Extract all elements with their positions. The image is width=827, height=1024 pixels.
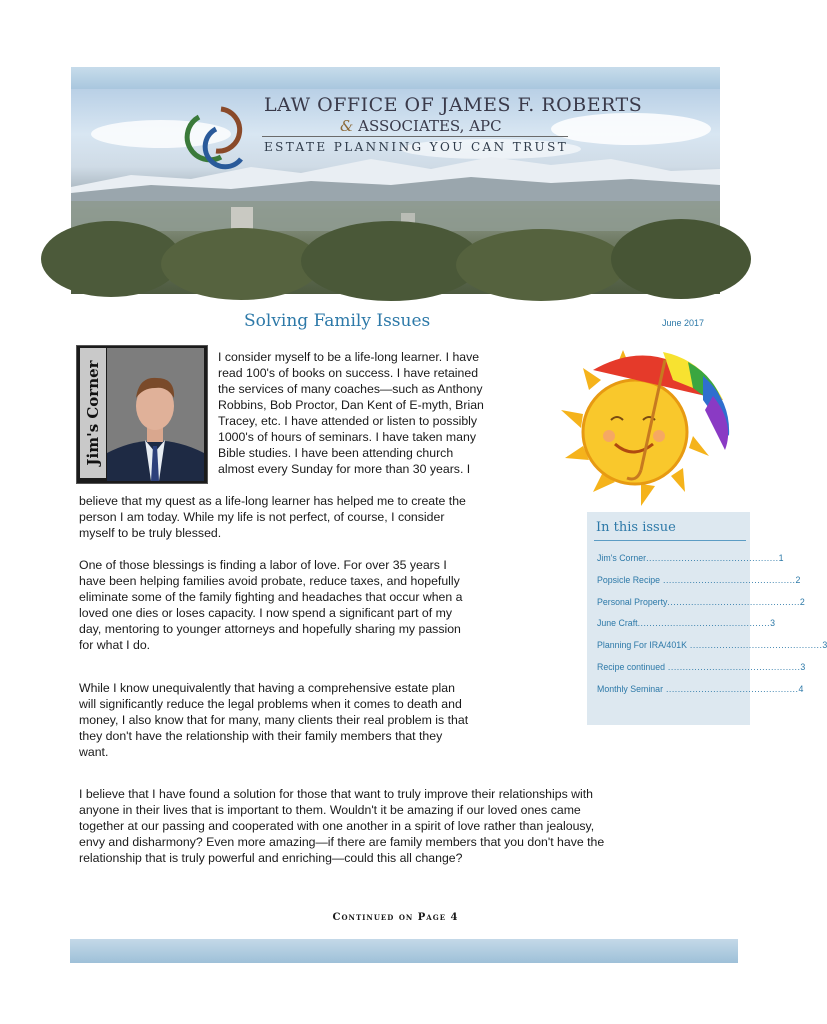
sun-icon (553, 340, 735, 510)
text-line: Bible studies. I have been attending church (218, 446, 454, 460)
continued-on-page-note: Continued on Page 4 (332, 912, 459, 923)
jims-corner-label (80, 348, 106, 478)
text-line: they don't have the relationship with their family members that they (79, 729, 443, 743)
text-line: I consider myself to be a life-long learner. I have (218, 350, 480, 364)
toc-item-monthly-seminar[interactable]: Monthly Seminar ............................................. 4 (597, 684, 804, 694)
header-top-band (71, 67, 720, 89)
toc-item-label: Recipe continued (597, 662, 665, 672)
text-line: loved one dies or loses capacity. I now spend a significant part of my (79, 606, 452, 620)
paragraph-1-wrapped (218, 349, 533, 477)
toc-item-jims-corner[interactable]: Jim's Corner ............................................. 1 (597, 553, 784, 563)
text-line: While I know unequivalently that having a comprehensive estate plan (79, 681, 455, 695)
toc-item-label: Jim's Corner (597, 553, 647, 563)
toc-item-page: 3 (800, 662, 806, 672)
text-line: anyone in their lives that is important to them. Wouldn't it be amazing if our loved ones came (79, 803, 581, 817)
text-line: for what I do. (79, 638, 151, 652)
text-line: relationship that is truly powerful and enriching—could this all change? (79, 851, 463, 865)
text-line: believe that my quest as a life-long learner has helped me to create the (79, 494, 466, 508)
toc-item-popsicle-recipe[interactable]: Popsicle Recipe ............................................. 2 (597, 575, 801, 585)
article-headline: Solving Family Issues (244, 311, 431, 331)
text-line: money, I also know that for many, many clients their real problem is that (79, 713, 469, 727)
toc-title: In this issue (596, 520, 676, 535)
firm-associates: ASSOCIATES, APC (358, 117, 502, 135)
toc-item-label: Monthly Seminar (597, 684, 664, 694)
toc-divider (594, 540, 746, 541)
text-line: the services of many coaches—such as Anthony (218, 382, 483, 396)
toc-item-page: 1 (778, 553, 784, 563)
footer-band (70, 939, 738, 963)
paragraph-1-continued (79, 493, 534, 541)
logo-divider (262, 136, 568, 137)
toc-item-page: 3 (770, 618, 775, 628)
toc-item-label: Planning For IRA/401K (597, 640, 687, 650)
text-line: envy and disharmony? Even more amazing—if there are family members that you don't have the (79, 835, 605, 849)
paragraph-2 (79, 557, 534, 653)
firm-name-line-2 (340, 117, 502, 135)
text-line: One of those blessings is finding a labor of love. For over 35 years I (79, 558, 447, 572)
text-line: day, mentoring to younger attorneys and hopefully sharing my passion (79, 622, 461, 636)
text-line: read 100's of books on success. I have retained (218, 366, 479, 380)
toc-item-june-craft[interactable]: June Craft ............................................. 3 (597, 618, 775, 628)
paragraph-3 (79, 680, 534, 760)
text-line: almost every Sunday for more than 30 years. I (218, 462, 471, 476)
text-line: I believe that I have found a solution for those that want to truly improve their relationships with (79, 787, 594, 801)
toc-item-label: Personal Property (597, 597, 668, 607)
toc-item-personal-property[interactable]: Personal Property ............................................. 2 (597, 597, 805, 607)
toc-item-page: 2 (795, 575, 801, 585)
toc-item-recipe-continued[interactable]: Recipe continued ............................................. 3 (597, 662, 806, 672)
issue-date: June 2017 (662, 318, 705, 328)
text-line: Robbins, Bob Proctor, Dan Kent of E-myth, Brian (218, 398, 484, 412)
firm-tagline: ESTATE PLANNING YOU CAN TRUST (264, 140, 569, 154)
paragraph-4 (79, 786, 699, 866)
text-line: have been helping families avoid probate, reduce taxes, and hopefully (79, 574, 460, 588)
text-line: want. (79, 745, 109, 759)
toc-item-label: Popsicle Recipe (597, 575, 661, 585)
toc-item-page: 2 (799, 597, 805, 607)
toc-item-page: 3 (822, 640, 827, 650)
text-line: myself to be truly blessed. (79, 526, 222, 540)
toc-item-page: 4 (798, 684, 804, 694)
firm-name-line-1: LAW OFFICE OF JAMES F. ROBERTS (264, 94, 643, 116)
text-line: eliminate some of the family fighting and headaches that occur when a (79, 590, 463, 604)
text-line: will significantly reduce the legal problems when it comes to death and (79, 697, 462, 711)
portrait-illustration (107, 348, 204, 481)
text-line: 1000's of hours of seminars. I have taken many (218, 430, 476, 444)
text-line: person I am today. While my life is not perfect, of course, I consider (79, 510, 445, 524)
text-line: Tracey, etc. I have attended or listen to possibly (218, 414, 478, 428)
text-line: together at our passing and cooperated with one another in a spirit of love rather than jealousy, (79, 819, 595, 833)
firm-ampersand: & (340, 117, 354, 135)
toc-item-planning-ira-401k[interactable]: Planning For IRA/401K ............................................. 3 (597, 640, 827, 650)
jims-corner-text: Jim's Corner (84, 360, 102, 466)
sun-umbrella-illustration (553, 340, 735, 510)
toc-item-label: June Craft (597, 618, 638, 628)
author-portrait (107, 348, 204, 481)
